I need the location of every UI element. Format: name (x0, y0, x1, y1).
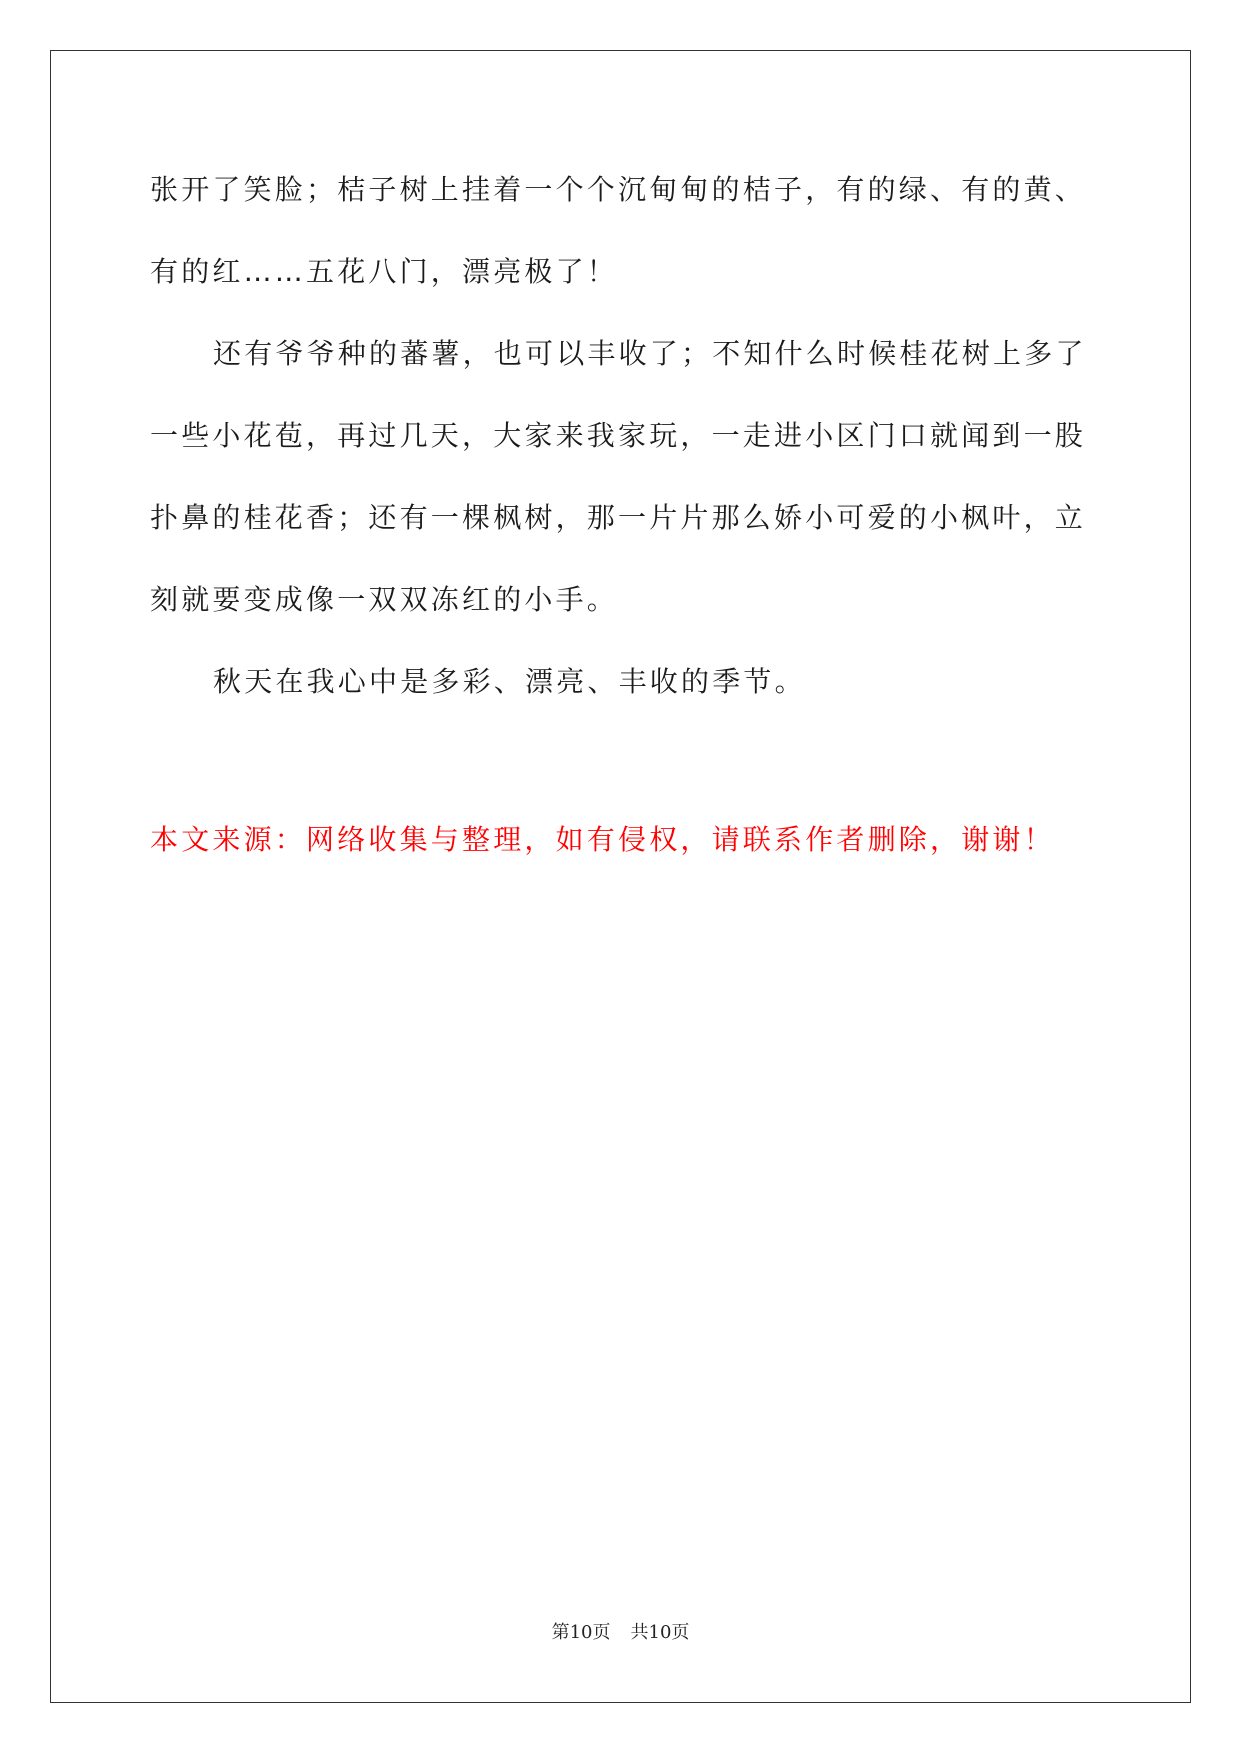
paragraph-line: 秋天在我心中是多彩、漂亮、丰收的季节。 (213, 665, 806, 698)
paragraph-line: 还有爷爷种的蕃薯，也可以丰收了；不知什么时候桂花树上多了 (213, 337, 1087, 370)
document-body (150, 160, 1095, 892)
paragraph-line: 一些小花苞，再过几天，大家来我家玩，一走进小区门口就闻到一股 (150, 419, 1087, 452)
page-footer (0, 1618, 1241, 1644)
paragraph-line: 刻就要变成像一双双冻红的小手。 (150, 583, 619, 616)
page-number-current: 第10页 (551, 1622, 611, 1643)
paragraph-line: 有的红……五花八门，漂亮极了！ (150, 255, 619, 288)
paragraph-line: 扑鼻的桂花香；还有一棵枫树，那一片片那么娇小可爱的小枫叶，立 (150, 501, 1087, 534)
paragraph-line: 张开了笑脸；桔子树上挂着一个个沉甸甸的桔子，有的绿、有的黄、 (150, 173, 1087, 206)
source-note: 本文来源：网络收集与整理，如有侵权，请联系作者删除，谢谢！ (150, 823, 1055, 856)
page-number-total: 共10页 (630, 1622, 690, 1643)
paragraph-spacer (150, 734, 1095, 810)
